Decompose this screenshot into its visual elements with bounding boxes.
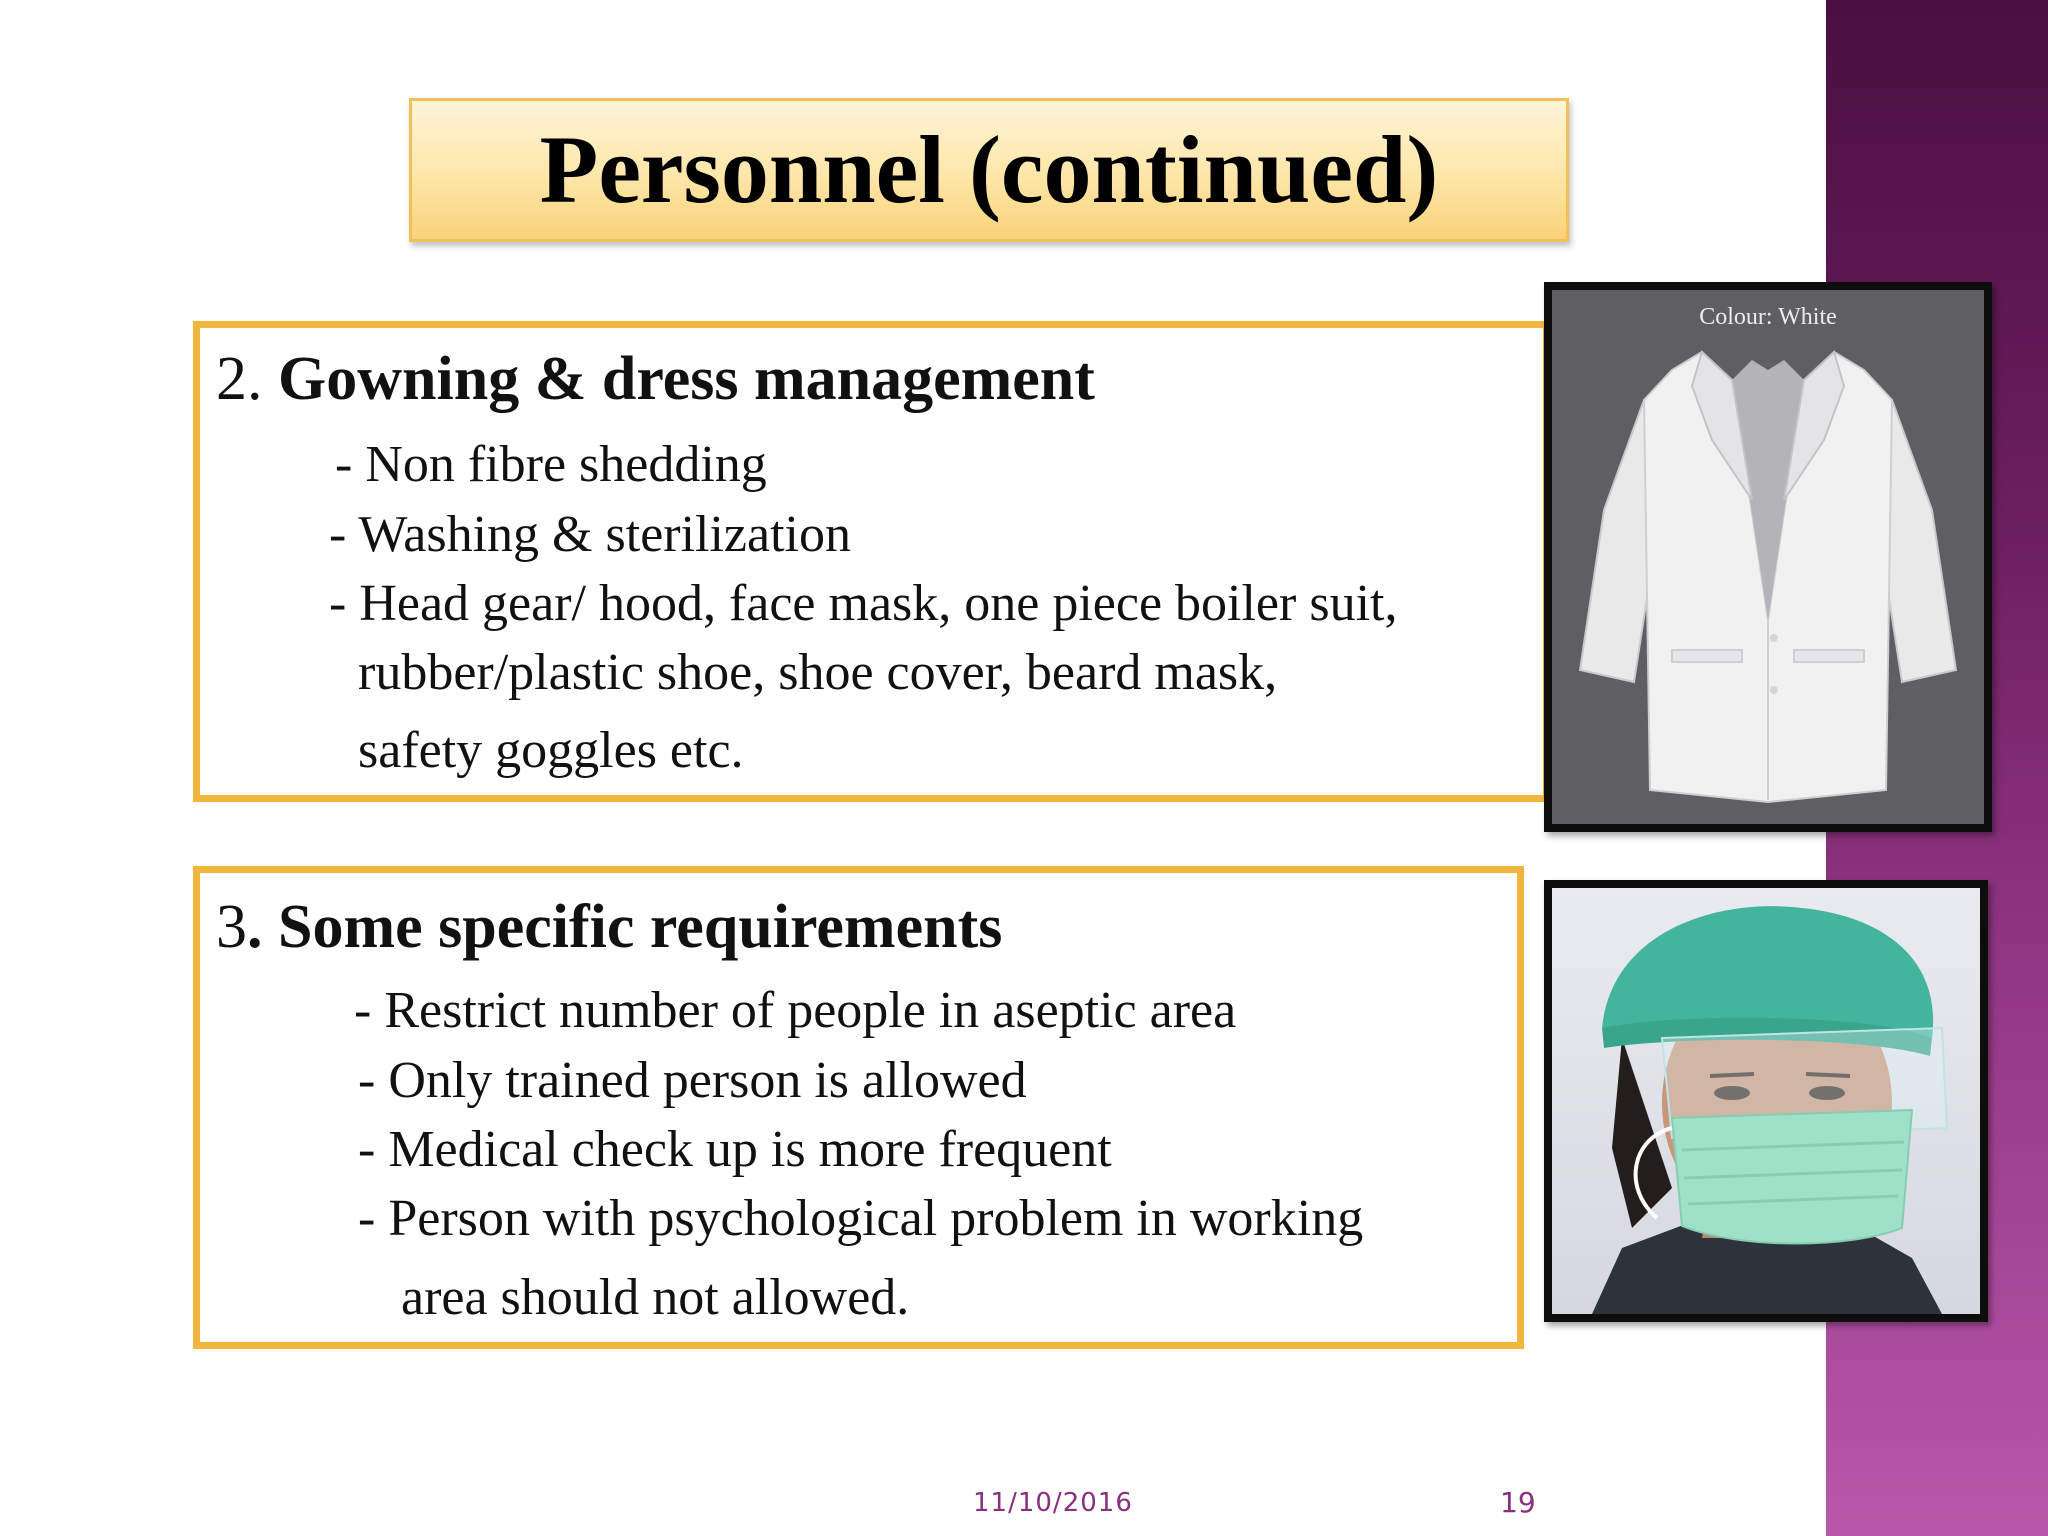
gowning-item-3-cont-1: rubber/plastic shoe, shoe cover, beard mask, [358,644,1278,701]
surgical-cap-face-shield-mask-icon [1552,888,1980,1314]
gowning-number: 2. [216,345,263,413]
page-number: 19 [1500,1486,1536,1519]
requirements-heading [216,893,1003,961]
requirements-item-1: - Restrict number of people in aseptic area [354,982,1237,1039]
requirements-item-4: - Person with psychological problem in working [358,1190,1364,1247]
face-mask-photo [1544,880,1988,1322]
gowning-heading-text: Gowning & dress management [278,345,1095,413]
requirements-item-3: - Medical check up is more frequent [358,1121,1112,1178]
requirements-item-4-cont: area should not allowed. [401,1269,910,1326]
footer-date: 11/10/2016 [973,1488,1133,1518]
gowning-heading [216,345,1095,413]
requirements-heading-text: . Some specific requirements [247,893,1003,961]
gowning-item-2: - Washing & sterilization [329,506,851,563]
gowning-item-3: - Head gear/ hood, face mask, one piece boiler suit, [329,575,1398,632]
gowning-item-3-cont-2: safety goggles etc. [358,722,744,779]
coat-caption: Colour: White [1699,304,1837,330]
gowning-item-1: - Non fibre shedding [335,436,767,493]
white-lab-coat-icon [1552,290,1984,824]
requirements-number: 3 [216,893,247,961]
lab-coat-photo [1544,282,1992,832]
slide-title: Personnel (continued) [539,116,1439,223]
title-banner [409,98,1569,242]
requirements-item-2: - Only trained person is allowed [358,1052,1027,1109]
